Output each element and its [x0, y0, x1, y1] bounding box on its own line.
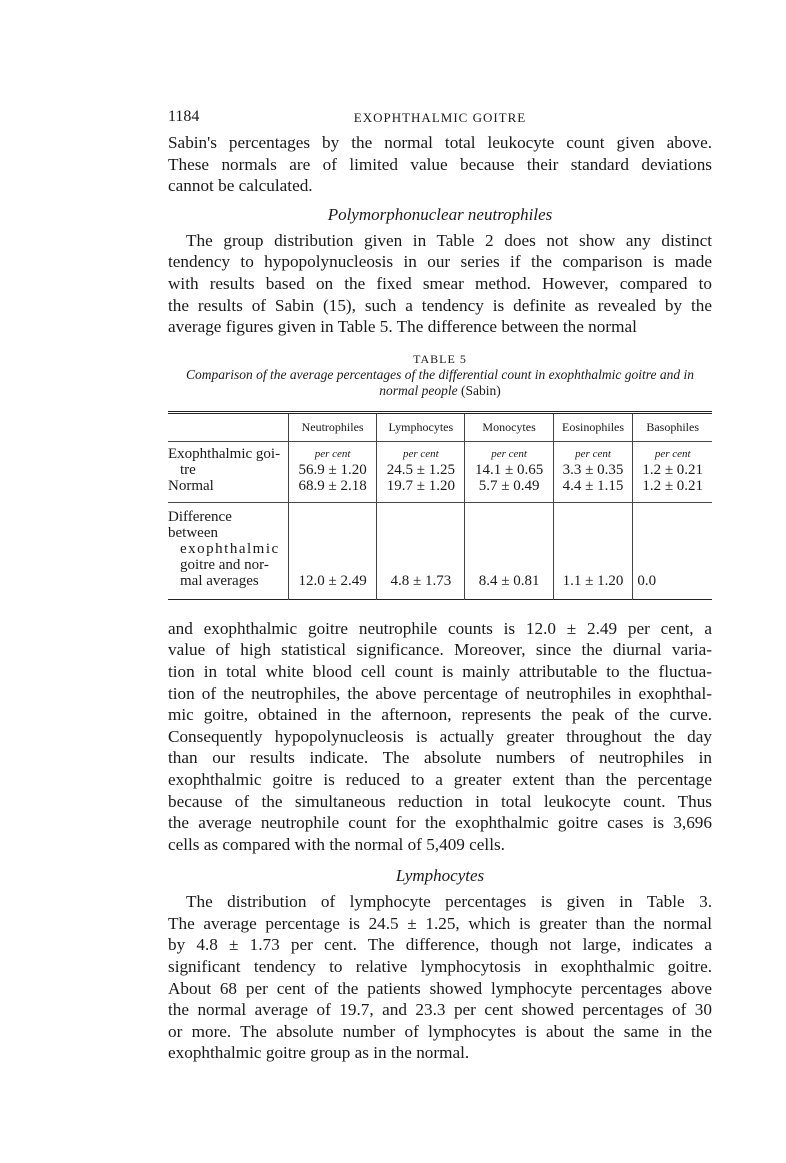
table-cell: 0.0	[633, 502, 712, 599]
unit-cell: per cent	[553, 441, 633, 462]
row-label: Normal	[168, 477, 214, 494]
text-line: exophthalmic goitre is reduced to a greater extent than the percentage	[168, 769, 712, 789]
unit-row	[168, 441, 712, 462]
column-header: Basophiles	[633, 412, 712, 441]
row-label: mal averages	[180, 572, 259, 589]
column-header: Eosinophiles	[553, 412, 633, 441]
table-caption-text: Comparison of the average percentages of the differential count in exophthalmic goitre and in normal people	[185, 366, 695, 398]
table-cell: 24.5 ± 1.25	[377, 462, 465, 478]
row-label: goitre and nor-	[180, 556, 269, 573]
data-table	[168, 411, 712, 600]
table-header-row	[168, 412, 712, 441]
text-line: tendency to hypopolynucleosis in our series if the comparison is made	[168, 252, 712, 272]
table-cell: 68.9 ± 2.18	[289, 478, 377, 503]
table-cell: 12.0 ± 2.49	[289, 502, 377, 599]
text-line: and exophthalmic goitre neutrophile counts is 12.0 ± 2.49 per cent, a	[168, 618, 712, 638]
text-line: mic goitre, obtained in the afternoon, represents the peak of the curve.	[168, 705, 712, 725]
page	[168, 108, 712, 1064]
table-cell: 5.7 ± 0.49	[465, 478, 553, 503]
paragraph	[168, 230, 712, 338]
table-row-difference	[168, 502, 712, 599]
text-line: The distribution of lymphocyte percentages is given in Table 3.	[186, 892, 712, 912]
paragraph	[168, 618, 712, 856]
table-caption	[168, 367, 712, 399]
text-line: than our results indicate. The absolute numbers of neutrophiles in	[168, 748, 712, 768]
text-line: tion of the neutrophiles, the above percentage of neutrophiles in exophthal-	[168, 683, 712, 703]
text-line: the normal average of 19.7, and 23.3 per cent showed percentages of 30	[168, 1000, 712, 1020]
column-header-empty	[168, 412, 289, 441]
column-header: Monocytes	[465, 412, 553, 441]
paragraph	[168, 132, 712, 197]
text-line: the average neutrophile count for the exophthalmic goitre cases is 3,696	[168, 813, 712, 833]
row-label: Exophthalmic goi-	[168, 445, 281, 462]
row-label: tre	[180, 461, 196, 478]
text-line: The group distribution given in Table 2 does not show any distinct	[186, 230, 712, 250]
text-line: cannot be calculated.	[168, 176, 313, 196]
section-heading: Polymorphonuclear neutrophiles	[327, 204, 553, 224]
table-row	[168, 478, 712, 503]
text-line: The average percentage is 24.5 ± 1.25, which is greater than the normal	[168, 913, 712, 933]
text-line: tion in total white blood cell count is mainly attributable to the fluctua-	[168, 661, 712, 681]
text-line: cells as compared with the normal of 5,409 cells.	[168, 834, 505, 854]
table-caption-suffix: (Sabin)	[461, 382, 501, 398]
table-cell: 19.7 ± 1.20	[377, 478, 465, 503]
column-header: Lymphocytes	[377, 412, 465, 441]
table-cell: 1.2 ± 0.21	[633, 462, 712, 478]
page-number: 1184	[168, 108, 200, 125]
text-line: by 4.8 ± 1.73 per cent. The difference, though not large, indicates a	[168, 935, 712, 955]
text-line: These normals are of limited value because their standard deviations	[168, 154, 712, 174]
unit-cell: per cent	[377, 441, 465, 462]
table-row	[168, 462, 712, 478]
table-cell: 14.1 ± 0.65	[465, 462, 553, 478]
table-cell: 3.3 ± 0.35	[553, 462, 633, 478]
unit-cell: per cent	[633, 441, 712, 462]
unit-cell: per cent	[465, 441, 553, 462]
text-line: because of the simultaneous reduction in total leukocyte count. Thus	[168, 791, 712, 811]
unit-cell: per cent	[289, 441, 377, 462]
text-line: value of high statistical significance. Moreover, since the diurnal varia-	[168, 640, 712, 660]
text-line: significant tendency to relative lymphocytosis in exophthalmic goitre.	[168, 957, 712, 977]
text-line: exophthalmic goitre group as in the normal.	[168, 1043, 470, 1063]
table-cell: 4.4 ± 1.15	[553, 478, 633, 503]
table-cell: 1.2 ± 0.21	[633, 478, 712, 503]
text-line: Consequently hypopolynucleosis is actually greater throughout the day	[168, 726, 712, 746]
paragraph	[168, 891, 712, 1064]
text-line: with results based on the fixed smear method. However, compared to	[168, 273, 712, 293]
text-line: the results of Sabin (15), such a tendency is definite as revealed by the	[168, 295, 712, 315]
text-line: or more. The absolute number of lymphocytes is about the same in the	[168, 1021, 712, 1041]
row-label: exophthalmic	[180, 540, 280, 557]
text-line: average figures given in Table 5. The difference between the normal	[168, 317, 637, 337]
table-cell: 8.4 ± 0.81	[465, 502, 553, 599]
table-cell: 4.8 ± 1.73	[377, 502, 465, 599]
section-heading: Lymphocytes	[395, 866, 485, 886]
running-header	[168, 108, 712, 132]
text-line: About 68 per cent of the patients showed lymphocyte percentages above	[168, 978, 712, 998]
table-cell: 56.9 ± 1.20	[289, 462, 377, 478]
column-header: Neutrophiles	[289, 412, 377, 441]
text-line: Sabin's percentages by the normal total leukocyte count given above.	[168, 133, 712, 152]
table-cell: 1.1 ± 1.20	[553, 502, 633, 599]
table-label: TABLE 5	[413, 351, 467, 366]
row-label: Difference between	[168, 508, 232, 541]
running-title: EXOPHTHALMIC GOITRE	[353, 110, 527, 125]
